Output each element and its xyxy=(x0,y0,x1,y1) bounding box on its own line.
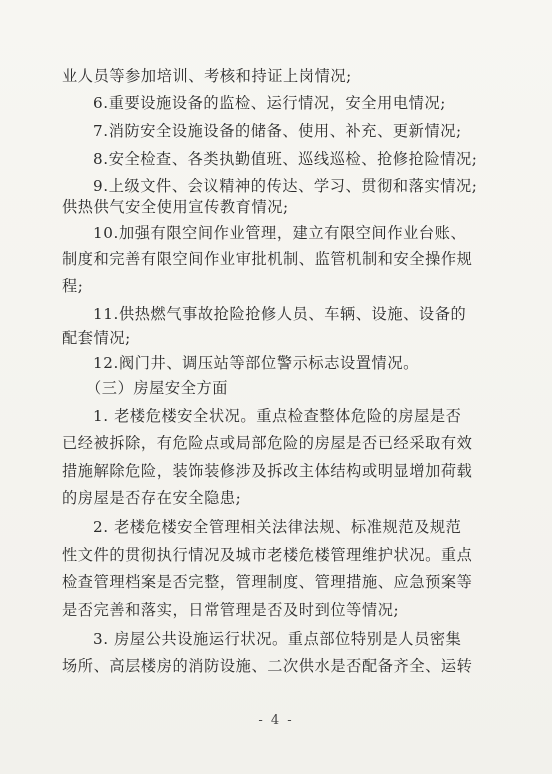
text-line: 业人员等参加培训、考核和持证上岗情况; xyxy=(62,67,352,85)
text-line: 9.上级文件、会议精神的传达、学习、贯彻和落实情况; xyxy=(93,177,478,195)
text-line: 检查管理档案是否完整，管理制度、管理措施、应急预案等 xyxy=(62,573,473,591)
section-heading: （三）房屋安全方面 xyxy=(86,379,229,397)
text-line: 8.安全检查、各类执勤值班、巡线巡检、抢修抢险情况; xyxy=(93,150,478,168)
text-line: 措施解除危险，装饰装修涉及拆改主体结构或明显增加荷载 xyxy=(62,462,473,480)
text-line: 12.阀门井、调压站等部位警示标志设置情况。 xyxy=(93,354,419,372)
text-line: 供热供气安全使用宣传教育情况; xyxy=(62,198,289,216)
text-line: 配套情况; xyxy=(62,329,131,347)
page-number: - 4 - xyxy=(258,713,294,728)
text-line: 的房屋是否存在安全隐患; xyxy=(62,489,242,507)
text-line: 是否完善和落实，日常管理是否及时到位等情况; xyxy=(62,601,400,619)
text-line: 制度和完善有限空间作业审批机制、监管机制和安全操作规 xyxy=(62,250,473,268)
text-line: 7.消防安全设施设备的储备、使用、补充、更新情况; xyxy=(93,122,462,140)
text-line: 场所、高层楼房的消防设施、二次供水是否配备齐全、运转 xyxy=(62,657,473,675)
text-line: 已经被拆除，有危险点或局部危险的房屋是否已经采取有效 xyxy=(62,434,473,452)
text-line: 3. 房屋公共设施运行状况。重点部位特别是人员密集 xyxy=(93,630,462,648)
text-line: 11.供热燃气事故抢险抢修人员、车辆、设施、设备的 xyxy=(93,305,467,323)
text-line: 程; xyxy=(62,277,84,295)
text-line: 性文件的贯彻执行情况及城市老楼危楼管理维护状况。重点 xyxy=(62,546,473,564)
text-line: 10.加强有限空间作业管理，建立有限空间作业台账、 xyxy=(93,224,467,242)
text-line: 2. 老楼危楼安全管理相关法律法规、标准规范及规范 xyxy=(93,518,462,536)
text-line: 6.重要设施设备的监检、运行情况，安全用电情况; xyxy=(93,94,446,112)
text-line: 1. 老楼危楼安全状况。重点检查整体危险的房屋是否 xyxy=(93,407,462,425)
